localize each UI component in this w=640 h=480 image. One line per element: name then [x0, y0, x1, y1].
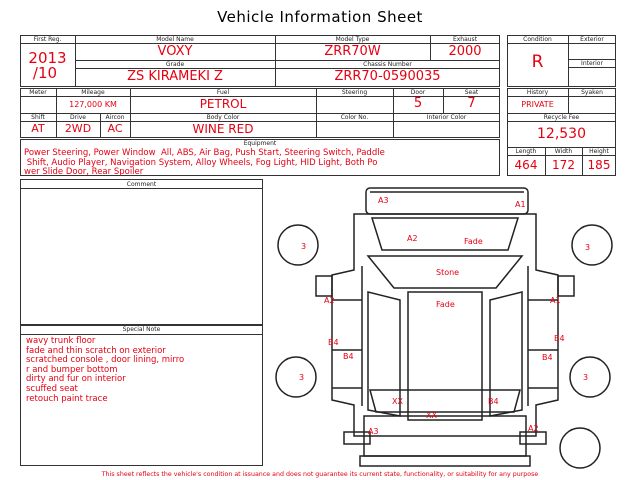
mark-b4-left2: B4	[343, 352, 354, 361]
body-outline	[332, 214, 558, 436]
first-reg-year: 2013	[28, 49, 67, 67]
model-type-value: ZRR70W	[324, 44, 381, 59]
left-tail	[344, 432, 370, 444]
door-value: 5	[413, 96, 423, 111]
model-name-value: VOXY	[157, 44, 193, 59]
roof	[408, 292, 482, 420]
mark-a2-hood: A2	[407, 234, 418, 243]
mark-a2-bottom: A2	[528, 424, 539, 433]
mark-wheel-rl: 3	[299, 373, 305, 382]
special-note-label: Special Note	[122, 326, 161, 333]
special-note-item: scuffed seat	[26, 383, 78, 394]
model-name-label: Model Name	[156, 36, 194, 43]
equipment-text	[24, 149, 499, 178]
special-notes-list	[26, 337, 261, 404]
first-reg-month: /10	[32, 64, 58, 82]
sheet-title: Vehicle Information Sheet	[217, 8, 423, 26]
mark-fade-hood: Fade	[464, 237, 483, 246]
fuel-value: PETROL	[199, 97, 247, 111]
mark-a3-bottom: A3	[368, 427, 379, 436]
mark-a1-right: A1	[550, 296, 561, 305]
equipment-line: Shift, Audio Player, Navigation System, Alloy Wheels, Fog Light, HID Light, Both Po	[24, 157, 378, 168]
interior-color-label: Interior Color	[426, 114, 467, 121]
history-label: History	[526, 89, 549, 96]
drive-value: 2WD	[64, 122, 92, 135]
special-note-item: scratched console , door lining, mirro	[26, 355, 185, 366]
mark-wheel-fr: 3	[585, 243, 591, 252]
recycle-fee-value: 12,530	[537, 126, 586, 142]
chassis-number-value: ZRR70-0590035	[334, 69, 441, 84]
equipment-label: Equipment	[243, 140, 277, 147]
wheel-front-left	[278, 225, 318, 265]
width-label: Width	[554, 148, 573, 155]
special-note-item: wavy trunk floor	[26, 336, 96, 346]
mark-a2-left: A2	[324, 296, 335, 305]
mark-wheel-rr: 3	[583, 373, 589, 382]
comment-label: Comment	[126, 181, 157, 188]
spare-wheel	[560, 428, 600, 468]
shift-value: AT	[31, 122, 45, 135]
fuel-label: Fuel	[216, 89, 230, 96]
seat-value: 7	[467, 96, 476, 111]
grade-label: Grade	[165, 61, 185, 68]
left-mirror	[316, 276, 332, 296]
special-note-item: fade and thin scratch on exterior	[26, 345, 166, 356]
condition-grade: R	[531, 52, 544, 72]
equipment-line: Power Steering, Power Window All, ABS, Air Bag, Push Start, Steering Switch, Paddle	[24, 148, 385, 158]
mark-b4-right: B4	[554, 334, 565, 343]
interior-label: Interior	[581, 60, 603, 67]
aircon-label: Aircon	[105, 114, 125, 121]
mileage-value: 127,000 KM	[69, 100, 117, 109]
equipment-line: wer Slide Door, Rear Spoiler	[24, 167, 144, 178]
mileage-label: Mileage	[81, 89, 105, 96]
length-label: Length	[515, 148, 537, 155]
height-label: Height	[589, 148, 609, 155]
exhaust-value: 2000	[448, 44, 482, 59]
body-color-value: WINE RED	[192, 122, 254, 136]
hood	[372, 218, 518, 250]
meter-label: Meter	[29, 89, 47, 96]
seat-label: Seat	[464, 89, 479, 96]
mark-a1-top: A1	[515, 200, 526, 209]
mark-b4-left: B4	[328, 338, 339, 347]
first-reg-label: First Reg.	[33, 36, 62, 43]
special-note-item: r and bumper bottom	[26, 364, 118, 375]
history-value: PRIVATE	[521, 100, 554, 109]
mark-wheel-fl: 3	[301, 242, 307, 251]
mark-xx-left: XX	[392, 397, 403, 406]
special-note-item: retouch paint trace	[26, 393, 108, 404]
exhaust-label: Exhaust	[452, 36, 478, 43]
height-value: 185	[587, 158, 611, 172]
door-label: Door	[410, 89, 426, 96]
right-tail	[520, 432, 546, 444]
comment-box	[20, 179, 263, 325]
condition-label: Condition	[523, 36, 552, 43]
color-no-label: Color No.	[340, 114, 369, 121]
aircon-value: AC	[107, 122, 123, 135]
grade-value: ZS KIRAMEKI Z	[127, 69, 223, 84]
special-note-item: dirty and fur on interior	[26, 374, 126, 385]
body-color-label: Body Color	[206, 114, 240, 121]
disclaimer-footer: This sheet reflects the vehicle's condition at issuance and does not guarantee its current state, functionality, or suitability for any purpose	[101, 471, 539, 478]
length-value: 464	[514, 158, 538, 172]
drive-label: Drive	[70, 114, 86, 121]
steering-label: Steering	[341, 89, 368, 96]
mark-b4-rear: B4	[488, 397, 499, 406]
mark-stone: Stone	[436, 268, 460, 277]
exterior-label: Exterior	[580, 36, 604, 43]
mark-xx-center: XX	[426, 411, 437, 420]
syaken-label: Syaken	[581, 89, 603, 96]
rear-bumper	[360, 456, 530, 466]
recycle-fee-label: Recycle Fee	[543, 114, 580, 121]
wheel-front-right	[572, 225, 612, 265]
mark-a3-top: A3	[378, 196, 389, 205]
model-type-label: Model Type	[335, 36, 370, 43]
mark-fade-side: Fade	[436, 300, 455, 309]
mark-b4-right2: B4	[542, 353, 553, 362]
wheel-rear-left	[276, 357, 316, 397]
width-value: 172	[552, 158, 575, 172]
car-damage-diagram	[270, 180, 620, 470]
right-mirror	[558, 276, 574, 296]
shift-label: Shift	[31, 114, 45, 121]
chassis-number-label: Chassis Number	[363, 61, 412, 68]
wheel-rear-right	[570, 357, 610, 397]
